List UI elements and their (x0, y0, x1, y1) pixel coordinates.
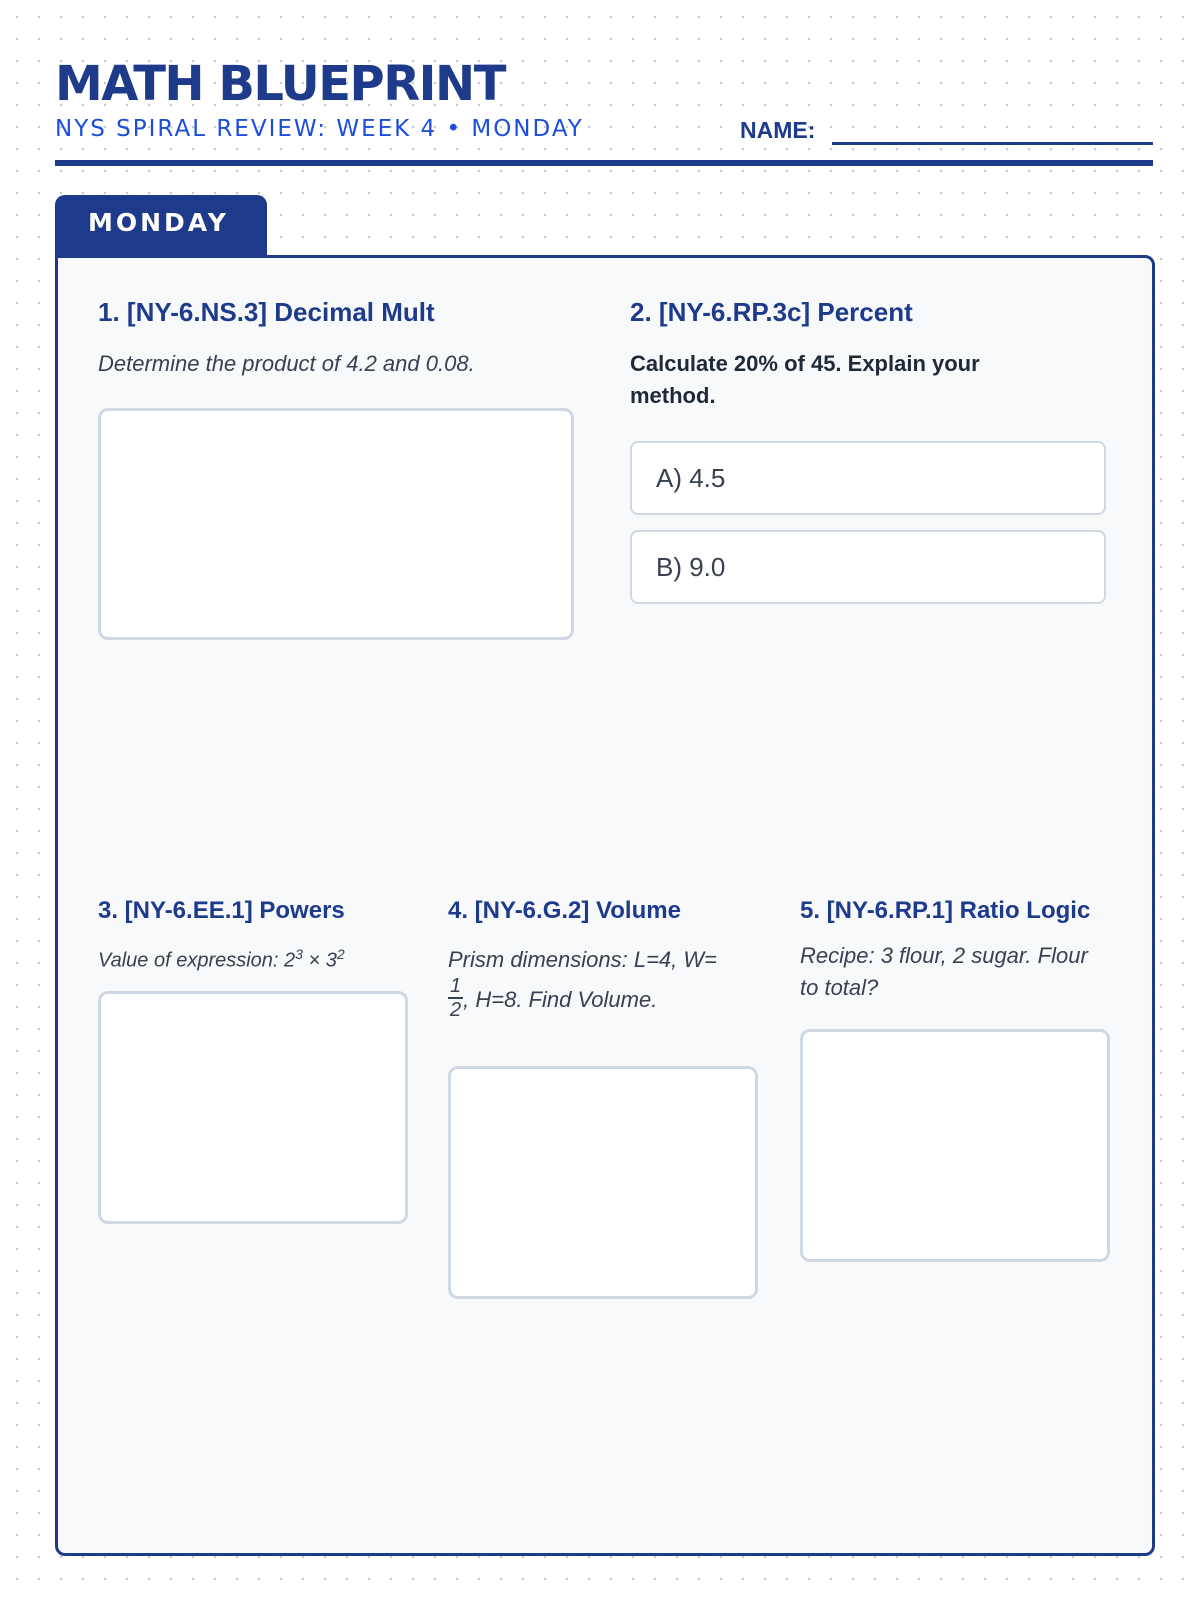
fraction-denominator: 2 (450, 999, 462, 1022)
choice-b[interactable]: B) 9.0 (630, 530, 1106, 604)
name-field[interactable] (832, 142, 1153, 145)
question-4-answer-box[interactable] (448, 1066, 758, 1299)
question-1-title: 1. [NY-6.NS.3] Decimal Mult (98, 297, 435, 327)
question-1-prompt: Determine the product of 4.2 and 0.08. (98, 351, 475, 376)
question-2-prompt: Calculate 20% of 45. Explain your method. (630, 351, 980, 408)
exponent-2: 2 (336, 946, 345, 962)
question-1 (98, 296, 574, 376)
question-2 (630, 296, 1106, 582)
question-4-title: 4. [NY-6.G.2] Volume (448, 897, 681, 924)
question-3-prompt-text: Value of expression: 2 (98, 949, 296, 972)
question-5-answer-box[interactable] (800, 1029, 1110, 1262)
question-4-prompt-line1: Prism dimensions: L=4, W= (448, 947, 717, 972)
question-4-prompt (448, 940, 758, 1021)
question-1-answer-box[interactable] (98, 408, 574, 640)
question-5-title: 5. [NY-6.RP.1] Ratio Logic (800, 897, 1091, 924)
fraction (448, 975, 463, 1021)
exponent-1: 3 (295, 946, 303, 962)
question-3-prompt-mid: × 3 (302, 949, 337, 972)
question-2-title: 2. [NY-6.RP.3c] Percent (630, 297, 913, 327)
worksheet-title: MATH BLUEPRINT (55, 56, 505, 112)
question-3-prompt (98, 938, 408, 977)
question-3 (98, 896, 408, 972)
question-5-prompt: Recipe: 3 flour, 2 sugar. Flour to total? (800, 943, 1088, 1000)
worksheet-subtitle: NYS SPIRAL REVIEW: WEEK 4 • MONDAY (55, 116, 584, 142)
question-panel (55, 255, 1155, 1556)
worksheet-header (55, 55, 1153, 168)
header-divider (55, 160, 1153, 166)
fraction-numerator: 1 (450, 975, 462, 998)
choice-a[interactable]: A) 4.5 (630, 441, 1106, 515)
question-4-prompt-line2: , H=8. Find Volume. (463, 987, 658, 1012)
question-3-answer-box[interactable] (98, 991, 408, 1224)
question-5 (800, 896, 1110, 1000)
name-label: NAME: (740, 117, 816, 143)
question-3-title: 3. [NY-6.EE.1] Powers (98, 897, 345, 924)
day-tab: MONDAY (55, 195, 267, 255)
question-4 (448, 896, 758, 1022)
